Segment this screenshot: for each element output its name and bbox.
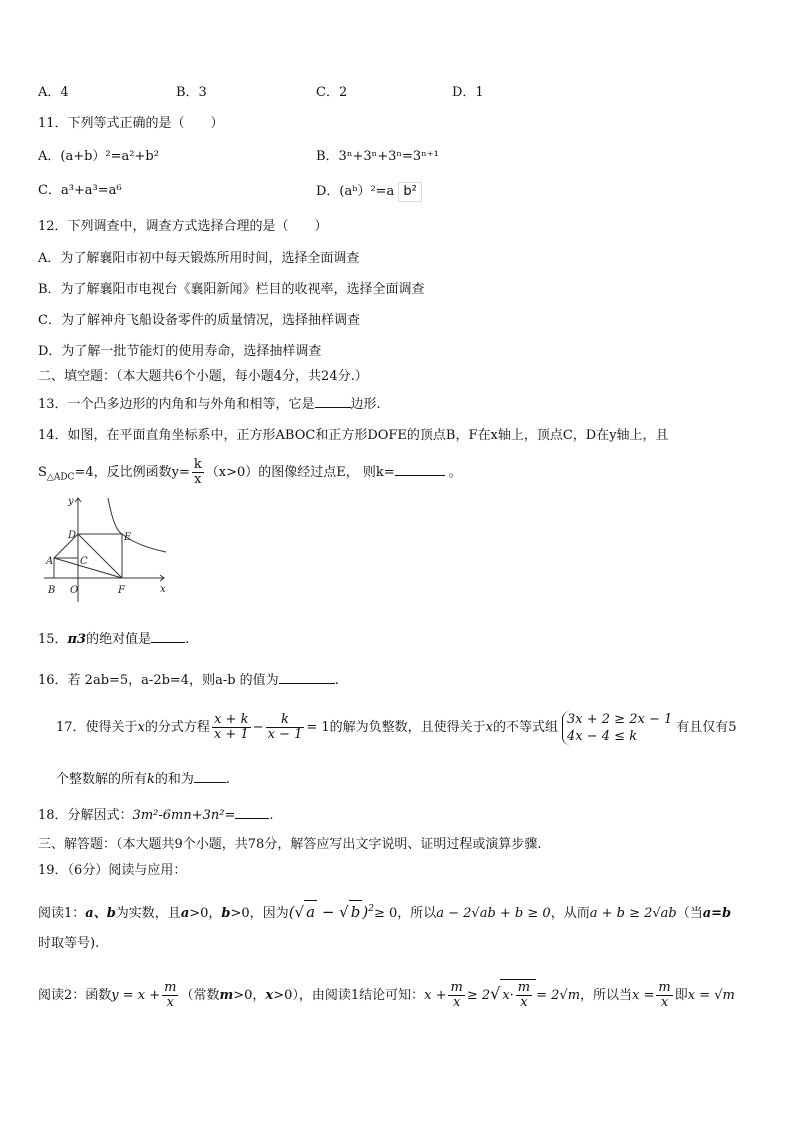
q12-option-b: B．为了解襄阳市电视台《襄阳新闻》栏目的收视率，选择全面调查 xyxy=(38,282,425,297)
q11-option-c: C．a³+a³=a⁶ xyxy=(38,183,122,198)
label-f: F xyxy=(118,585,125,596)
q15-text: 的绝对值是 xyxy=(86,632,152,647)
q15 xyxy=(38,630,189,649)
q19-r1k: a + b ≥ 2√ab xyxy=(589,906,677,921)
q14-line1: 14．如图，在平面直角坐标系中，正方形ABOC和正方形DOFE的顶点B，F在x轴上，顶点C，D在y轴上，且 xyxy=(38,428,669,443)
q19-r1e: >0， xyxy=(189,906,222,921)
q19-reading1-line2: 时取等号). xyxy=(38,936,100,951)
q12-option-c: C．为了解神舟飞船设备零件的质量情况，选择抽样调查 xyxy=(38,313,360,328)
q19-frac2-den: x xyxy=(452,995,461,1010)
q17-x2: x xyxy=(485,720,493,735)
q17-minus: − xyxy=(252,720,264,735)
q12-option-d: D．为了解一批节能灯的使用寿命，选择抽样调查 xyxy=(38,344,322,359)
q11-option-d xyxy=(316,182,422,202)
q17-f1-num: x + k xyxy=(212,713,251,728)
q19-frac-m-x-2 xyxy=(448,981,464,1010)
q19-r1d: a xyxy=(180,906,190,921)
q17-ineq-1: 3x + 2 ≥ 2x − 1 xyxy=(567,711,673,727)
q17-fraction-2 xyxy=(266,713,305,742)
q19-frac-m-x-1 xyxy=(162,981,178,1010)
q19-r1j: ，从而 xyxy=(550,906,590,921)
q19-reading1-line1 xyxy=(38,898,731,925)
q13 xyxy=(38,395,381,414)
q19-r2q: x = √m xyxy=(687,988,735,1003)
q10-option-a: A．4 xyxy=(38,85,69,100)
q16 xyxy=(38,671,339,690)
q13-text: 13．一个凸多边形的内角和与外角和相等，它是 xyxy=(38,397,315,412)
q19-reading2: 阅读2：函数y = x + $\frac{m}{x}$ （常数m>0，x>0），由阅读1结论可知：x + $\frac{m}{x}$ ≥ 2√ x· $\frac{m}{x}$ = 2√m，所以当x = $\frac{m}{x}$ 即x = √m xyxy=(38,980,735,1010)
q17-f2-num: k xyxy=(266,713,305,728)
q19-r2b: y = x + xyxy=(111,988,161,1003)
q14-text-b: （x>0）的图像经过点E， 则k= xyxy=(205,465,395,480)
q11-option-a: A．(a+b）²=a²+b² xyxy=(38,149,159,164)
label-y: y xyxy=(68,496,74,507)
q16-blank xyxy=(279,671,335,684)
q19-r2h: x xyxy=(265,988,274,1003)
q17-mid2: 的解为负整数，且使得关于 xyxy=(329,720,486,735)
q19-r1f: b xyxy=(221,906,231,921)
label-o: O xyxy=(70,585,79,596)
hyperbola-curve xyxy=(108,498,166,552)
q14-line2 xyxy=(38,458,462,493)
label-e: E xyxy=(124,532,132,543)
q11-stem: 11．下列等式正确的是（ ） xyxy=(38,116,224,131)
q14-blank xyxy=(395,463,445,476)
q10-option-c: C．2 xyxy=(316,85,348,100)
q17-post: 有且仅有5 xyxy=(676,720,737,735)
q19-r2p: 即 xyxy=(674,988,688,1003)
q18-end: . xyxy=(269,808,274,823)
q19-r1a: 阅读1： xyxy=(38,906,86,921)
q19-r2j: x + xyxy=(424,988,447,1003)
q19-frac3-den: x xyxy=(520,995,528,1010)
q19-r1i: a − 2√ab + b ≥ 0 xyxy=(436,906,551,921)
q11-option-b: B．3ⁿ+3ⁿ+3ⁿ=3ⁿ⁺¹ xyxy=(316,149,439,164)
q17-x1: x xyxy=(137,720,145,735)
q12-option-a: A．为了解襄阳市初中每天锻炼所用时间，选择全面调查 xyxy=(38,251,360,266)
q14-s-sub: △ADC xyxy=(46,472,75,483)
q14-frac-num: k xyxy=(193,457,202,472)
q19-r1c: 为实数，且 xyxy=(115,906,181,921)
q13-blank xyxy=(315,395,351,408)
q10-option-d: D．1 xyxy=(452,85,484,100)
q12-stem: 12．下列调查中，调查方式选择合理的是（ ） xyxy=(38,219,328,234)
label-a: A xyxy=(46,556,54,567)
q17-ineq-2: 4x − 4 ≤ k xyxy=(567,728,638,744)
q17-inequality-system xyxy=(562,711,672,745)
q16-end: . xyxy=(334,673,339,688)
q15-expr: π3 xyxy=(67,632,87,647)
q11-option-d-text: D．(aᵇ）²=a xyxy=(316,184,395,199)
q17-f1-den: x + 1 xyxy=(213,727,249,742)
q19-paren-expr: (√ a − √ b )$^2$ xyxy=(289,903,374,921)
q18-text: 18．分解因式： xyxy=(38,808,133,823)
q17-line1 xyxy=(56,710,737,746)
label-x: x xyxy=(160,584,166,595)
q14-frac-den: x xyxy=(194,472,202,487)
q14-text-a: =4，反比例函数y= xyxy=(74,465,190,480)
q13-end: 边形. xyxy=(350,397,381,412)
q19-r2e: （常数 xyxy=(180,988,220,1003)
q18 xyxy=(38,806,274,825)
q11-option-d-exponent: b² xyxy=(398,182,421,202)
q19-r1g: >0，因为 xyxy=(230,906,289,921)
q17-line2-a: 个整数解的所有 xyxy=(56,772,148,787)
q18-blank xyxy=(235,806,269,819)
q17-mid3: 的不等式组 xyxy=(493,720,559,735)
q14-figure xyxy=(42,494,172,606)
q19-frac4-num: m xyxy=(658,980,671,995)
q19-frac1-den: x xyxy=(166,995,174,1010)
q19-r2f: m xyxy=(219,988,234,1003)
label-d: D xyxy=(68,530,77,541)
q17-line2-b: 的和为 xyxy=(154,772,194,787)
q19-r2g: >0， xyxy=(233,988,266,1003)
q19-r2n: ，所以当 xyxy=(580,988,633,1003)
q19-frac2-num: m xyxy=(450,980,463,995)
q14-fraction xyxy=(192,458,204,487)
q19-stem: 19．（6分）阅读与应用： xyxy=(38,863,187,878)
q17-blank xyxy=(194,770,226,783)
square-aboc xyxy=(54,558,78,578)
q19-frac-m-x-4 xyxy=(656,981,672,1010)
q19-r2k: ≥ 2 xyxy=(466,988,491,1003)
label-c: C xyxy=(80,556,88,567)
q19-r2a: 阅读2：函数 xyxy=(38,988,112,1003)
label-b: B xyxy=(48,585,56,596)
q16-text: 16．若 2ab=5，a-2b=4，则a-b 的值为 xyxy=(38,673,279,688)
q10-option-b: B．3 xyxy=(176,85,207,100)
q19-frac3-num: m xyxy=(517,980,531,995)
q19-r2o: x = xyxy=(632,988,655,1003)
q17-pre: 17．使得关于 xyxy=(56,720,138,735)
q15-blank xyxy=(151,630,185,643)
q15-end: . xyxy=(185,632,190,647)
q19-r2m: = 2√m xyxy=(536,988,581,1003)
q17-k: k xyxy=(147,772,155,787)
q18-expr: 3m²-6mn+3n² xyxy=(132,808,225,823)
q17-line2 xyxy=(56,770,230,789)
q17-fraction-1 xyxy=(212,713,251,742)
q19-frac1-num: m xyxy=(164,980,177,995)
q19-r1h: ≥ 0，所以 xyxy=(373,906,437,921)
q17-line2-c: . xyxy=(225,772,231,787)
q17-eq: = 1 xyxy=(306,720,330,735)
q19-r2i: >0），由阅读1结论可知： xyxy=(273,988,425,1003)
q19-sqrt-product xyxy=(500,979,536,1012)
q19-r2l: x· xyxy=(502,988,514,1003)
q18-eq: = xyxy=(224,808,236,823)
q14-s: S xyxy=(38,465,47,480)
q19-frac4-den: x xyxy=(660,995,669,1010)
q19-r1m: a=b xyxy=(702,906,732,921)
q17-f2-den: x − 1 xyxy=(267,727,303,742)
q17-mid1: 的分式方程 xyxy=(144,720,210,735)
q15-label: 15． xyxy=(38,632,68,647)
q19-r1b: a、b xyxy=(85,906,116,921)
q14-text-c: 。 xyxy=(448,465,462,480)
q19-r1l: （当 xyxy=(676,906,703,921)
section-2-heading: 二、填空题：（本大题共6个小题，每小题4分，共24分.） xyxy=(38,369,368,384)
section-3-heading: 三、解答题：（本大题共9个小题，共78分，解答应写出文字说明、证明过程或演算步骤. xyxy=(38,837,542,852)
q19-frac-m-x-3 xyxy=(516,981,532,1010)
